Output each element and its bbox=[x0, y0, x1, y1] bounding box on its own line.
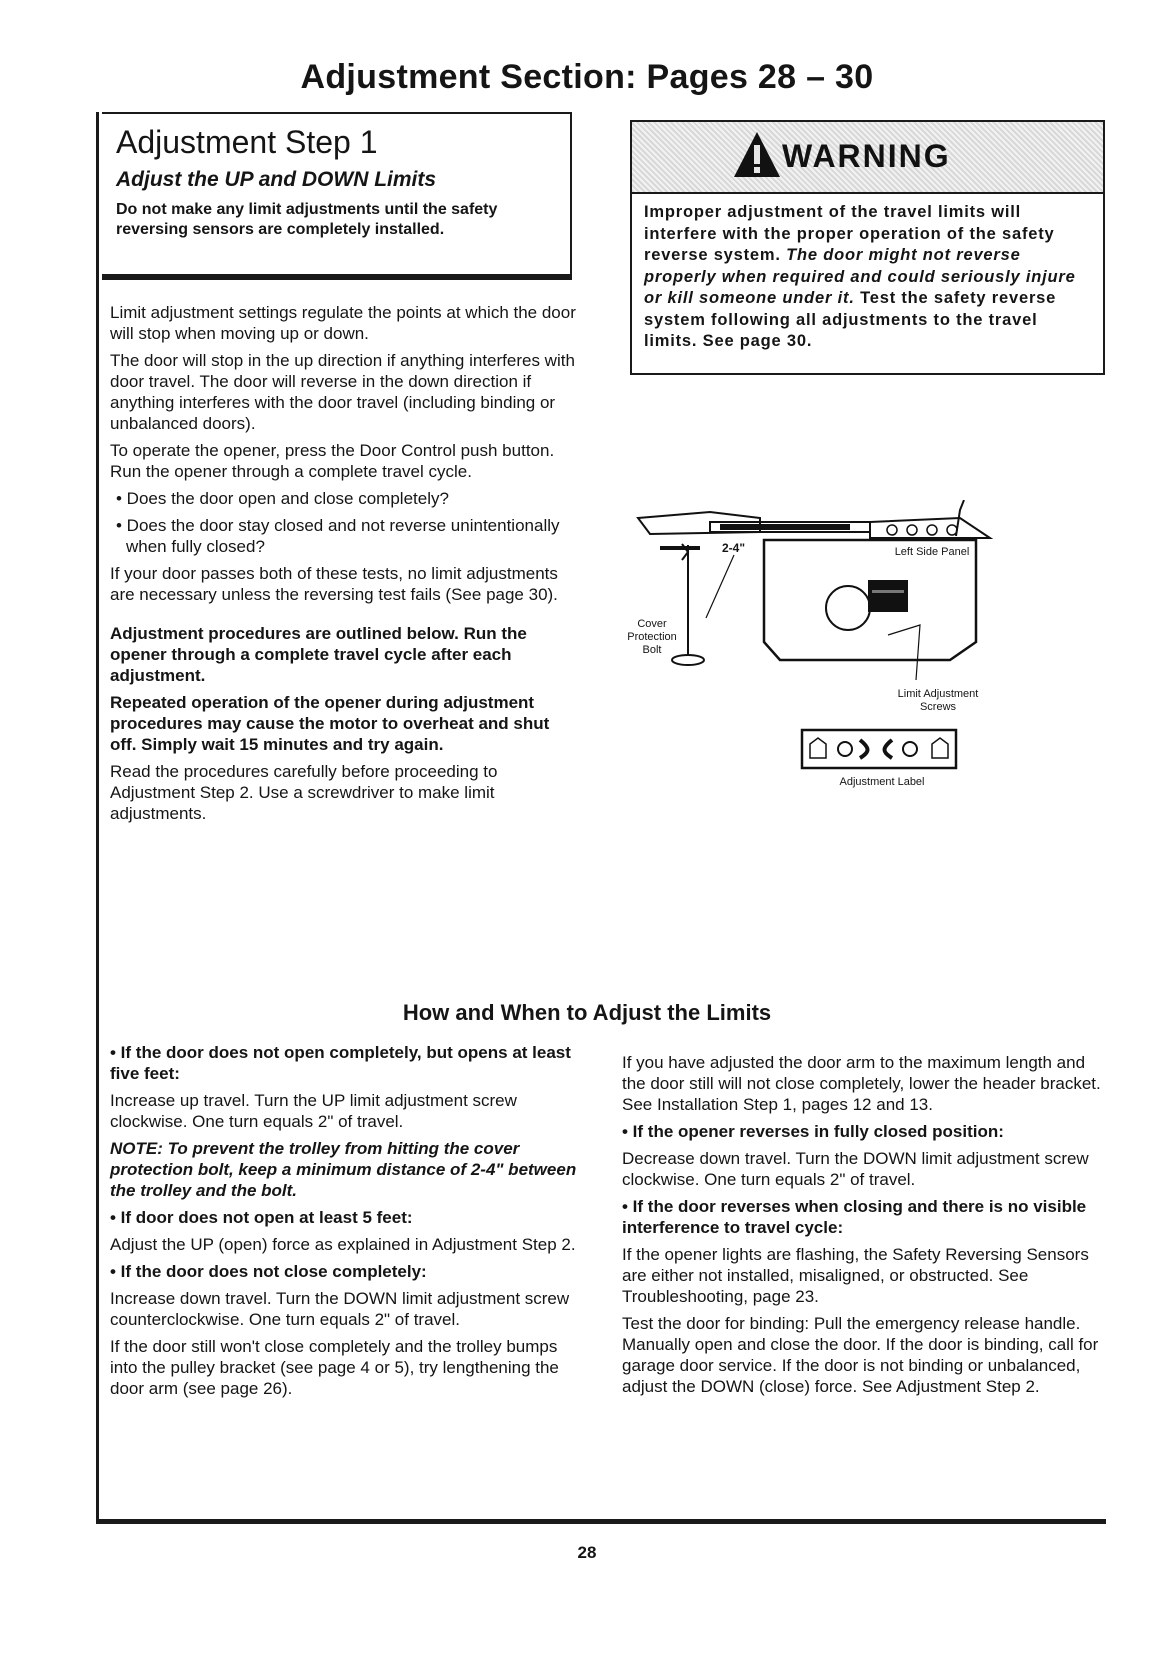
paragraph: Adjust the UP (open) force as explained in Adjustment Step 2. bbox=[110, 1235, 576, 1254]
warning-word: WARNING bbox=[782, 138, 951, 174]
opener-diagram-drawing bbox=[630, 500, 1050, 860]
bottom-left-column bbox=[110, 1042, 580, 1405]
condition-heading: • If the door does not close completely: bbox=[110, 1262, 427, 1281]
bullet-item: • Does the door stay closed and not reverse unintentionally when fully closed? bbox=[116, 516, 560, 556]
paragraph: If the door still won't close completely and the trolley bumps into the pulley bracket (see page 4 or 5), try lengthening the door arm (see page 26). bbox=[110, 1337, 559, 1398]
warning-text-a: Improper adjustment of the travel limits will interfere with the proper operation of the safety reverse system. bbox=[644, 203, 1055, 264]
warning-text-b: The door might not reverse properly when required and could seriously injure or kill someone under it. bbox=[644, 246, 1076, 307]
step-note: Do not make any limit adjustments until the safety reversing sensors are completely installed. bbox=[116, 201, 498, 238]
paragraph: Increase up travel. Turn the UP limit adjustment screw clockwise. One turn equals 2" of travel. bbox=[110, 1091, 517, 1131]
step-subtitle: Adjust the UP and DOWN Limits bbox=[116, 168, 437, 191]
paragraph: If your door passes both of these tests, no limit adjustments are necessary unless the reversing test fails (See page 30). bbox=[110, 564, 558, 604]
warning-triangle-icon bbox=[732, 130, 782, 180]
adjustment-label-caption: Adjustment Label bbox=[839, 776, 925, 788]
bullet-item: • Does the door open and close completely? bbox=[116, 489, 449, 508]
paragraph: Test the door for binding: Pull the emergency release handle. Manually open and close the door. If the door is binding, call for garage door service. If the door is not binding or unbalanced, adjust the DOWN (close) force. See Adjustment Step 2. bbox=[622, 1314, 1099, 1396]
section-title: Adjustment Section: Pages 28 – 30 bbox=[300, 58, 874, 96]
paragraph: To operate the opener, press the Door Control push button. Run the opener through a complete travel cycle. bbox=[110, 441, 555, 481]
step-title: Adjustment Step 1 bbox=[116, 124, 378, 160]
warning-text bbox=[644, 202, 1096, 353]
left-panel-label: Left Side Panel bbox=[894, 546, 970, 558]
dimension-label: 2-4" bbox=[722, 541, 746, 555]
adjustment-step-box bbox=[102, 112, 572, 276]
cover-bolt-label: Cover Protection Bolt bbox=[627, 618, 677, 656]
paragraph: If you have adjusted the door arm to the maximum length and the door still will not close completely, lower the header bracket. See Installation Step 1, pages 12 and 13. bbox=[622, 1053, 1101, 1114]
left-margin-rule bbox=[96, 112, 99, 1522]
step-box-rule bbox=[102, 276, 572, 280]
warning-box bbox=[630, 120, 1105, 375]
bold-paragraph: Adjustment procedures are outlined below. Run the opener through a complete travel cycle after each adjustment. bbox=[110, 624, 527, 685]
how-when-title: How and When to Adjust the Limits bbox=[402, 1000, 772, 1025]
page-number: 28 bbox=[577, 1543, 597, 1562]
paragraph: If the opener lights are flashing, the Safety Reversing Sensors are either not installed, misaligned, or obstructed. See Troubleshooting, page 23. bbox=[622, 1245, 1089, 1306]
bold-paragraph: Repeated operation of the opener during adjustment procedures may cause the motor to overheat and shut off. Simply wait 15 minutes and try again. bbox=[110, 693, 550, 754]
paragraph: The door will stop in the up direction if anything interferes with door travel. The door will reverse in the down direction if anything interferes with the door travel (including binding or unbalanced doors). bbox=[110, 351, 575, 433]
warning-text-c: Test the safety reverse system following all adjustments to the travel limits. See page 30. bbox=[644, 289, 1057, 350]
paragraph: Read the procedures carefully before proceeding to Adjustment Step 2. Use a screwdriver to make limit adjustments. bbox=[110, 762, 498, 823]
paragraph: Increase down travel. Turn the DOWN limit adjustment screw counterclockwise. One turn equals 2" of travel. bbox=[110, 1289, 570, 1329]
paragraph: Decrease down travel. Turn the DOWN limit adjustment screw clockwise. One turn equals 2" of travel. bbox=[622, 1149, 1089, 1189]
condition-heading: • If the door reverses when closing and there is no visible interference to travel cycle: bbox=[622, 1197, 1087, 1237]
warning-banner bbox=[632, 122, 1103, 194]
condition-heading: • If the opener reverses in fully closed position: bbox=[622, 1122, 1004, 1141]
opener-diagram bbox=[627, 500, 1050, 860]
note-paragraph: NOTE: To prevent the trolley from hitting the cover protection bolt, keep a minimum distance of 2-4" between the trolley and the bolt. bbox=[110, 1139, 577, 1200]
condition-heading: • If the door does not open completely, but opens at least five feet: bbox=[110, 1043, 571, 1083]
condition-heading: • If door does not open at least 5 feet: bbox=[110, 1208, 413, 1227]
bottom-right-column bbox=[622, 1052, 1102, 1403]
screws-label: Limit Adjustment Screws bbox=[897, 688, 979, 713]
bottom-rule bbox=[96, 1519, 1106, 1524]
paragraph: Limit adjustment settings regulate the points at which the door will stop when moving up or down. bbox=[110, 303, 576, 343]
left-column bbox=[110, 302, 580, 830]
